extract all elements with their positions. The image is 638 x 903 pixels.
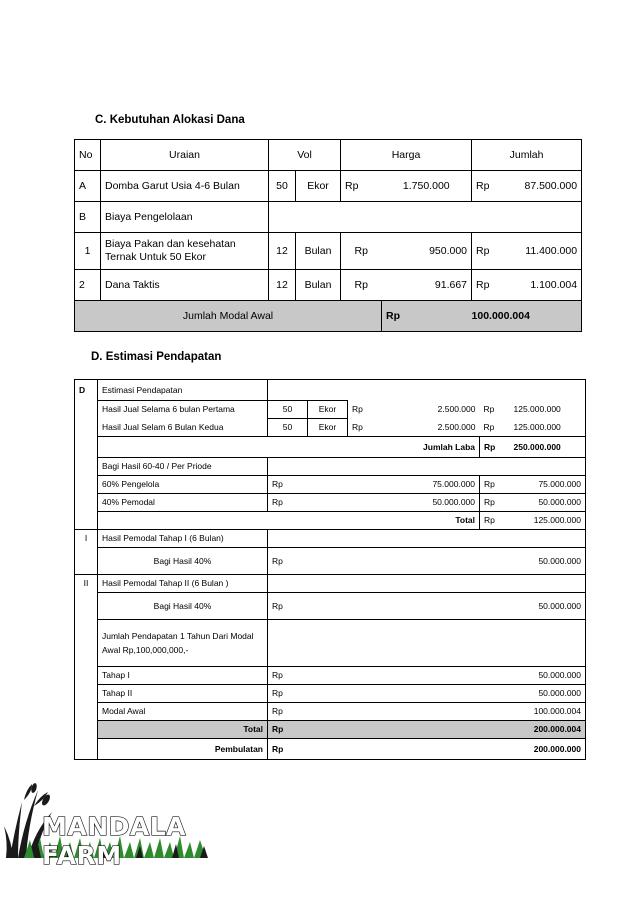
row-rp: Rp: [341, 233, 382, 270]
pembulatan-rp: Rp: [268, 738, 308, 759]
row-jumlah: 125.000.000: [510, 418, 586, 436]
row-no-empty: [75, 418, 98, 436]
row-value: 50.000.000: [308, 493, 480, 511]
table-row: [75, 702, 586, 720]
total-bagi-label: Total: [98, 511, 480, 529]
row-no-empty: [75, 493, 98, 511]
row-value: 125.000.000: [510, 511, 586, 529]
row-label: Hasil Jual Selam 6 Bulan Kedua: [98, 418, 268, 436]
row-rp: Rp: [268, 493, 308, 511]
row-unit: Ekor: [296, 171, 341, 202]
row-rp: Rp: [268, 684, 308, 702]
row-no-empty: [75, 436, 98, 457]
row-label: Bagi Hasil 40%: [98, 592, 268, 619]
row-label: Tahap II: [98, 684, 268, 702]
row-label: Modal Awal: [98, 702, 268, 720]
row-label: Hasil Pemodal Tahap II (6 Bulan ): [98, 574, 268, 592]
header-vol: Vol: [269, 140, 341, 171]
table-row: [75, 233, 582, 270]
row-no-empty: [75, 457, 98, 475]
row-no: B: [75, 202, 101, 233]
table-row: [75, 529, 586, 547]
row-no-empty: [75, 475, 98, 493]
row-label: Bagi Hasil 60-40 / Per Priode: [98, 457, 268, 475]
table-row: [75, 418, 586, 436]
row-value: 50.000.000: [308, 547, 586, 574]
row-vol: 50: [269, 171, 296, 202]
row-no-empty: [75, 666, 98, 684]
row-no-empty: [75, 400, 98, 418]
row-empty: [268, 574, 586, 592]
row-label: 60% Pengelola: [98, 475, 268, 493]
table-row: [75, 547, 586, 574]
table-row: [75, 511, 586, 529]
table-row: [75, 202, 582, 233]
logo-text: MANDALA FARM: [42, 812, 187, 870]
row-empty: [268, 380, 586, 401]
table-row: [75, 684, 586, 702]
grand-total-rp: Rp: [268, 720, 308, 738]
row-rp: Rp: [341, 270, 382, 301]
row-value: 75.000.000: [308, 475, 480, 493]
table-row: [75, 592, 586, 619]
row-label: Tahap I: [98, 666, 268, 684]
row-unit: Bulan: [296, 270, 341, 301]
row-harga: 91.667: [382, 270, 472, 301]
table-row: [75, 574, 586, 592]
row-no: 1: [75, 233, 101, 270]
row-unit: Bulan: [296, 233, 341, 270]
row-no: II: [75, 574, 98, 592]
laba-label: Jumlah Laba: [98, 436, 480, 457]
row-label: Bagi Hasil 40%: [98, 547, 268, 574]
row-no: 2: [75, 270, 101, 301]
row-harga: 950.000: [382, 233, 472, 270]
row-uraian: Domba Garut Usia 4-6 Bulan: [101, 171, 269, 202]
table-row: [75, 666, 586, 684]
row-label: Jumlah Pendapatan 1 Tahun Dari Modal Awal Rp,100,000,000,-: [98, 619, 268, 666]
row-rp: Rp: [268, 666, 308, 684]
row-no-empty: [75, 547, 98, 574]
row-rp: Rp: [480, 418, 510, 436]
row-value: 75.000.000: [510, 475, 586, 493]
row-unit: Ekor: [308, 418, 348, 436]
total-rp: Rp: [382, 301, 472, 332]
row-rp: Rp: [268, 592, 308, 619]
row-no: D: [75, 380, 98, 401]
row-no-empty: [75, 684, 98, 702]
section-c-title: C. Kebutuhan Alokasi Dana: [95, 114, 245, 126]
income-table: [74, 379, 586, 760]
header-harga: Harga: [341, 140, 472, 171]
row-rp: Rp: [480, 493, 510, 511]
row-no-empty: [75, 720, 98, 738]
row-rp: Rp: [268, 547, 308, 574]
row-no: I: [75, 529, 98, 547]
table-row: [75, 475, 586, 493]
row-jumlah: 125.000.000: [510, 400, 586, 418]
row-no-empty: [75, 619, 98, 666]
row-no-empty: [75, 738, 98, 759]
grand-total-label: Total: [98, 720, 268, 738]
row-value: 50.000.000: [308, 666, 586, 684]
row-harga: 2.500.000: [362, 418, 480, 436]
row-jumlah: 11.400.000: [502, 233, 582, 270]
pembulatan-value: 200.000.000: [308, 738, 586, 759]
row-rp: Rp: [472, 171, 502, 202]
pembulatan-row: [75, 738, 586, 759]
row-value: 100.000.004: [308, 702, 586, 720]
laba-value: 250.000.000: [510, 436, 586, 457]
row-rp: Rp: [480, 475, 510, 493]
row-empty: [268, 619, 586, 666]
row-label: Hasil Jual Selama 6 bulan Pertama: [98, 400, 268, 418]
row-vol: 12: [269, 270, 296, 301]
row-unit: Ekor: [308, 400, 348, 418]
row-label: 40% Pemodal: [98, 493, 268, 511]
table-row: [75, 457, 586, 475]
row-label: Estimasi Pendapatan: [98, 380, 268, 401]
row-rp: Rp: [341, 171, 382, 202]
row-empty: [268, 529, 586, 547]
row-label: Hasil Pemodal Tahap I (6 Bulan): [98, 529, 268, 547]
header-no: No: [75, 140, 101, 171]
row-jumlah: 87.500.000: [502, 171, 582, 202]
row-vol: 50: [268, 400, 308, 418]
table-row: [75, 436, 586, 457]
row-vol: 12: [269, 233, 296, 270]
row-value: 50.000.000: [308, 684, 586, 702]
row-vol: 50: [268, 418, 308, 436]
row-uraian: Dana Taktis: [101, 270, 269, 301]
total-label: Jumlah Modal Awal: [75, 301, 382, 332]
row-no-empty: [75, 702, 98, 720]
row-rp: Rp: [352, 404, 363, 414]
row-rp: Rp: [472, 233, 502, 270]
table-row: [75, 270, 582, 301]
row-harga: 2.500.000: [437, 404, 476, 414]
row-rp: Rp: [268, 475, 308, 493]
row-value: 50.000.000: [308, 592, 586, 619]
row-rp: Rp: [480, 511, 510, 529]
total-row: [75, 301, 582, 332]
grand-total-row: [75, 720, 586, 738]
mandala-farm-logo: [4, 782, 214, 870]
row-rp: Rp: [472, 270, 502, 301]
row-uraian: Biaya Pakan dan kesehatan Ternak Untuk 50 Ekor: [101, 233, 269, 270]
grand-total-value: 200.000.004: [308, 720, 586, 738]
row-uraian: Biaya Pengelolaan: [101, 202, 269, 233]
row-no-empty: [75, 592, 98, 619]
total-value: 100.000.004: [472, 301, 582, 332]
row-jumlah: 1.100.004: [502, 270, 582, 301]
section-d-title: D. Estimasi Pendapatan: [91, 351, 222, 363]
allocation-table: [74, 139, 582, 332]
table-row: [75, 400, 586, 418]
table-row: [75, 171, 582, 202]
table-row: [75, 619, 586, 666]
row-empty: [268, 457, 586, 475]
table-header-row: [75, 140, 582, 171]
row-empty: [269, 202, 582, 233]
pembulatan-label: Pembulatan: [98, 738, 268, 759]
row-rp: Rp: [483, 404, 495, 414]
header-uraian: Uraian: [101, 140, 269, 171]
header-jumlah: Jumlah: [472, 140, 582, 171]
row-no: A: [75, 171, 101, 202]
table-row: [75, 493, 586, 511]
row-rp: Rp: [348, 418, 362, 436]
row-no-empty: [75, 511, 98, 529]
row-rp: Rp: [268, 702, 308, 720]
row-harga: 1.750.000: [382, 171, 472, 202]
laba-rp: Rp: [480, 436, 510, 457]
row-value: 50.000.000: [510, 493, 586, 511]
table-row: [75, 380, 586, 401]
